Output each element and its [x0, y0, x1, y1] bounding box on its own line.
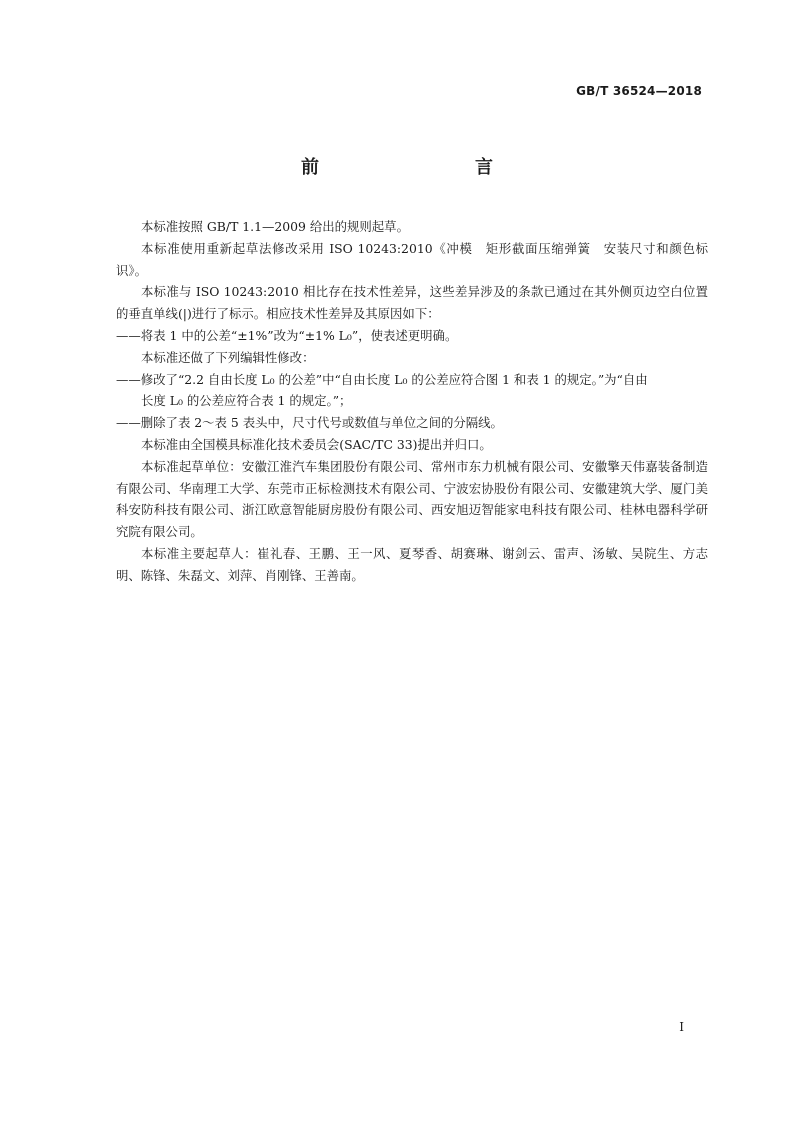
list-item-separator-removal: ——删除了表 2～表 5 表头中，尺寸代号或数值与单位之间的分隔线。	[116, 415, 503, 431]
paragraph-drafters: 本标准主要起草人：崔礼春、王鹏、王一风、夏琴香、胡赛琳、谢剑云、雷声、汤敏、吴院生、方志明、陈锋、朱磊文、刘萍、肖刚锋、王善南。	[116, 545, 708, 583]
paragraph-proposer: 本标准由全国模具标准化技术委员会(SAC/TC 33)提出并归口。	[141, 436, 492, 452]
standard-number: GB/T 36524—2018	[576, 84, 702, 98]
paragraph-drafting-rules: 本标准按照 GB/T 1.1—2009 给出的规则起草。	[141, 219, 409, 234]
paragraph-editorial-changes: 本标准还做了下列编辑性修改：	[141, 349, 315, 365]
page-title: 前 言	[301, 157, 533, 178]
foreword-body	[116, 216, 708, 587]
list-item-tolerance-change: ——将表 1 中的公差“±1%”改为“±1% L₀”，使表述更明确。	[116, 327, 458, 343]
paragraph-technical-differences: 本标准与 ISO 10243:2010 相比存在技术性差异，这些差异涉及的条款已通过在其外侧页边空白位置的垂直单线(|)进行了标示。相应技术性差异及其原因如下：	[116, 284, 708, 322]
page-number: I	[679, 1020, 684, 1034]
list-item-free-length-change-continued: 长度 L₀ 的公差应符合表 1 的规定。”；	[141, 393, 352, 409]
paragraph-adoption: 本标准使用重新起草法修改采用 ISO 10243:2010《冲模 矩形截面压缩弹簧 安装尺寸和颜色标识》。	[116, 240, 708, 278]
paragraph-drafting-units: 本标准起草单位：安徽江淮汽车集团股份有限公司、常州市东力机械有限公司、安徽擎天伟嘉装备制造有限公司、华南理工大学、东莞市正标检测技术有限公司、宁波宏协股份有限公司、安徽建筑大学、厦门美科安防科技有限公司、浙江欧意智能厨房股份有限公司、西安旭迈智能家电科技有限公司、桂林电器科学研究院有限公司。	[116, 458, 708, 540]
list-item-free-length-change: ——修改了“2.2 自由长度 L₀ 的公差”中“自由长度 L₀ 的公差应符合图 1 和表 1 的规定。”为“自由	[116, 371, 648, 387]
